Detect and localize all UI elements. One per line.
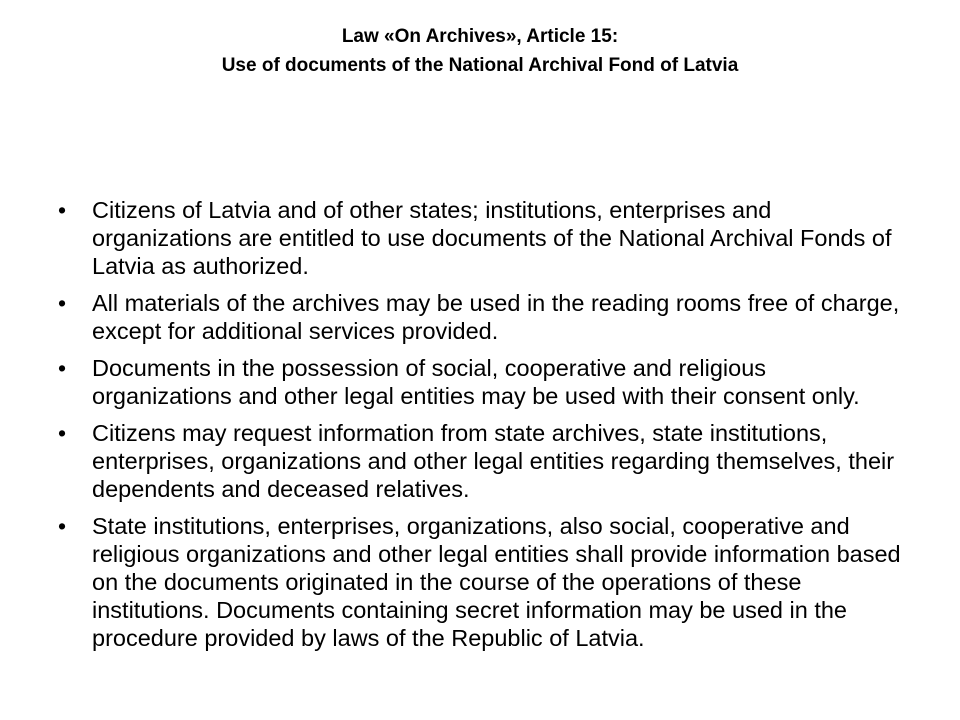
slide-title (120, 22, 840, 80)
bullet-item-5 (58, 512, 908, 652)
bullet-item-4 (58, 419, 908, 503)
bullet-dot-icon: • (58, 197, 67, 223)
title-line-2: Use of documents of the National Archival Fond of Latvia (221, 55, 739, 76)
bullet-list (58, 196, 908, 661)
bullet-item-1 (58, 196, 908, 280)
bullet-text: Citizens may request information from state archives, state institutions, enterprises, organizations and other legal entities regarding themselves, their dependents and deceased relatives. (92, 420, 895, 502)
bullet-dot-icon: • (58, 290, 67, 316)
bullet-text: Documents in the possession of social, cooperative and religious organizations and other legal entities may be used with their consent only. (92, 355, 860, 409)
bullet-text: Citizens of Latvia and of other states; institutions, enterprises and organizations are entitled to use documents of the National Archival Fonds of Latvia as authorized. (92, 197, 892, 279)
title-line-1: Law «On Archives», Article 15: (341, 26, 619, 47)
bullet-item-2 (58, 289, 908, 345)
bullet-text: All materials of the archives may be used in the reading rooms free of charge, except for additional services provided. (92, 290, 900, 344)
bullet-item-3 (58, 354, 908, 410)
bullet-dot-icon: • (58, 355, 67, 381)
bullet-text: State institutions, enterprises, organizations, also social, cooperative and religious organizations and other legal entities shall provide information based on the documents originated in the course of the operations of these institutions. Documents containing secret information may be used in the procedure provided by laws of the Republic of Latvia. (92, 513, 901, 651)
bullet-dot-icon: • (58, 420, 67, 446)
bullet-dot-icon: • (58, 513, 67, 539)
